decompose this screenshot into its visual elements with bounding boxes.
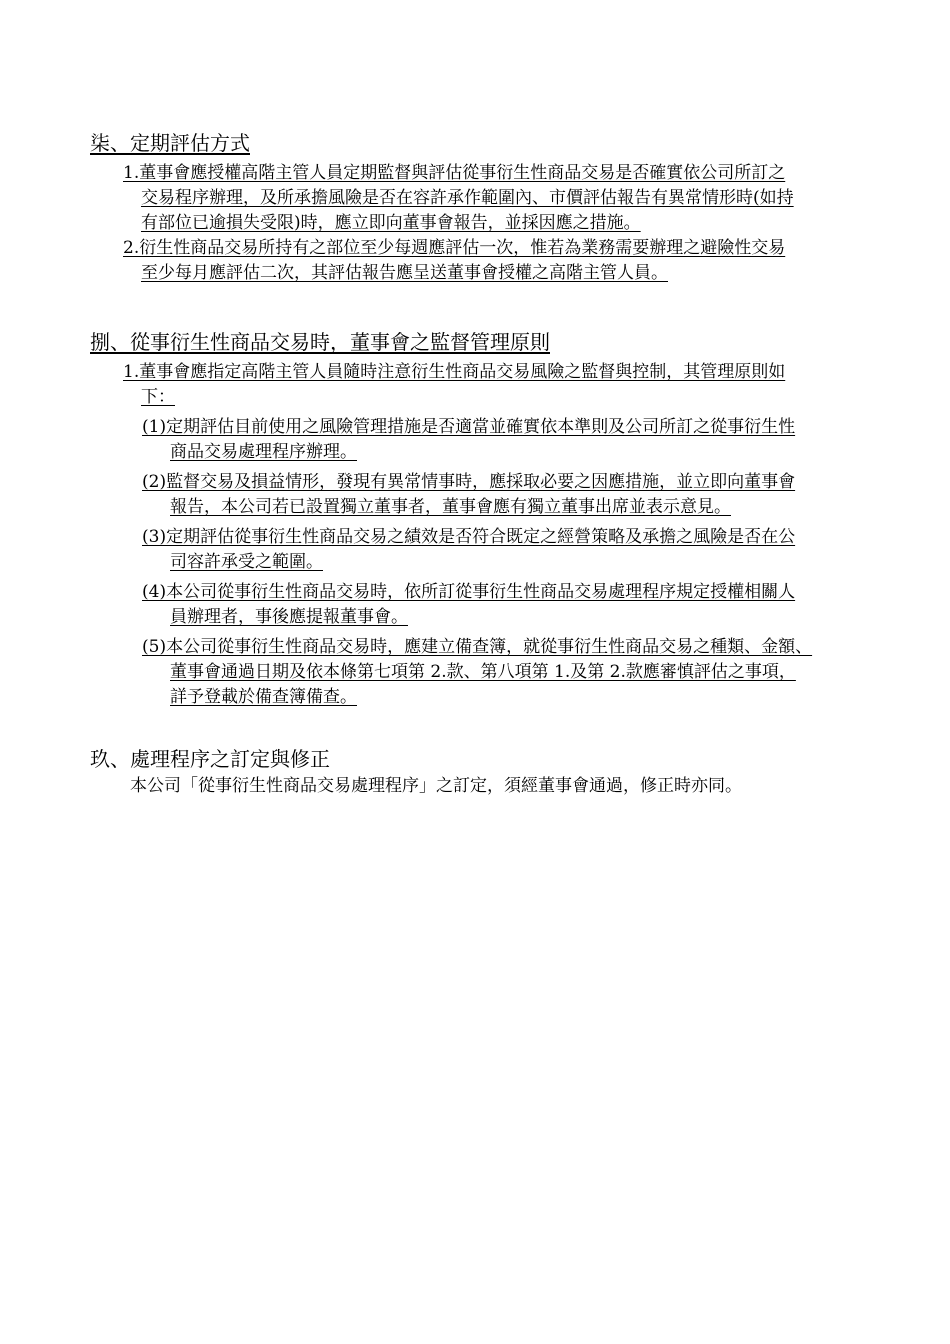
section-8-sub-item-5: (5)本公司從事衍生性商品交易時，應建立備查簿，就從事衍生性商品交易之種類、金額、 董事會通過日期及依本條第七項第 2.款、第八項第 1.及第 2.款應審慎評估之事項， 詳予登載於備查簿備查。 xyxy=(142,637,813,707)
section-7-item-1: 1.董事會應授權高階主管人員定期監督與評估從事衍生性商品交易是否確實依公司所訂之 交易程序辦理，及所承擔風險是否在容許承作範圍內、市價評估報告有異常情形時(如持 有部位已逾損失受限)時，應立即向董事會報告，並採因應之措施。 xyxy=(123,163,794,233)
section-8-item-1: 1.董事會應指定高階主管人員隨時注意衍生性商品交易風險之監督與控制，其管理原則如 下： xyxy=(123,362,786,407)
section-8 xyxy=(90,327,905,710)
section-7 xyxy=(90,128,905,286)
section-8-sub-item-3: (3)定期評估從事衍生性商品交易之績效是否符合既定之經營策略及承擔之風險是否在公 司容許承受之範圍。 xyxy=(142,527,796,572)
section-9-body: 本公司「從事衍生性商品交易處理程序」之訂定，須經董事會通過，修正時亦同。 xyxy=(130,776,742,796)
section-8-sub-item-2: (2)監督交易及損益情形，發現有異常情事時，應採取必要之因應措施，並立即向董事會 報告，本公司若已設置獨立董事者，董事會應有獨立董事出席並表示意見。 xyxy=(142,472,796,517)
section-8-sub-item-4: (4)本公司從事衍生性商品交易時，依所訂從事衍生性商品交易處理程序規定授權相關人 員辦理者，事後應提報董事會。 xyxy=(142,582,796,627)
section-8-title: 捌、從事衍生性商品交易時，董事會之監督管理原則 xyxy=(90,330,550,354)
section-7-item-2: 2.衍生性商品交易所持有之部位至少每週應評估一次，惟若為業務需要辦理之避險性交易 至少每月應評估二次，其評估報告應呈送董事會授權之高階主管人員。 xyxy=(123,238,786,283)
section-8-sub-item-1: (1)定期評估目前使用之風險管理措施是否適當並確實依本準則及公司所訂之從事衍生性 商品交易處理程序辦理。 xyxy=(142,417,796,462)
section-9-title: 玖、處理程序之訂定與修正 xyxy=(90,747,330,771)
section-7-title: 柒、定期評估方式 xyxy=(90,131,250,155)
section-9 xyxy=(90,744,905,799)
